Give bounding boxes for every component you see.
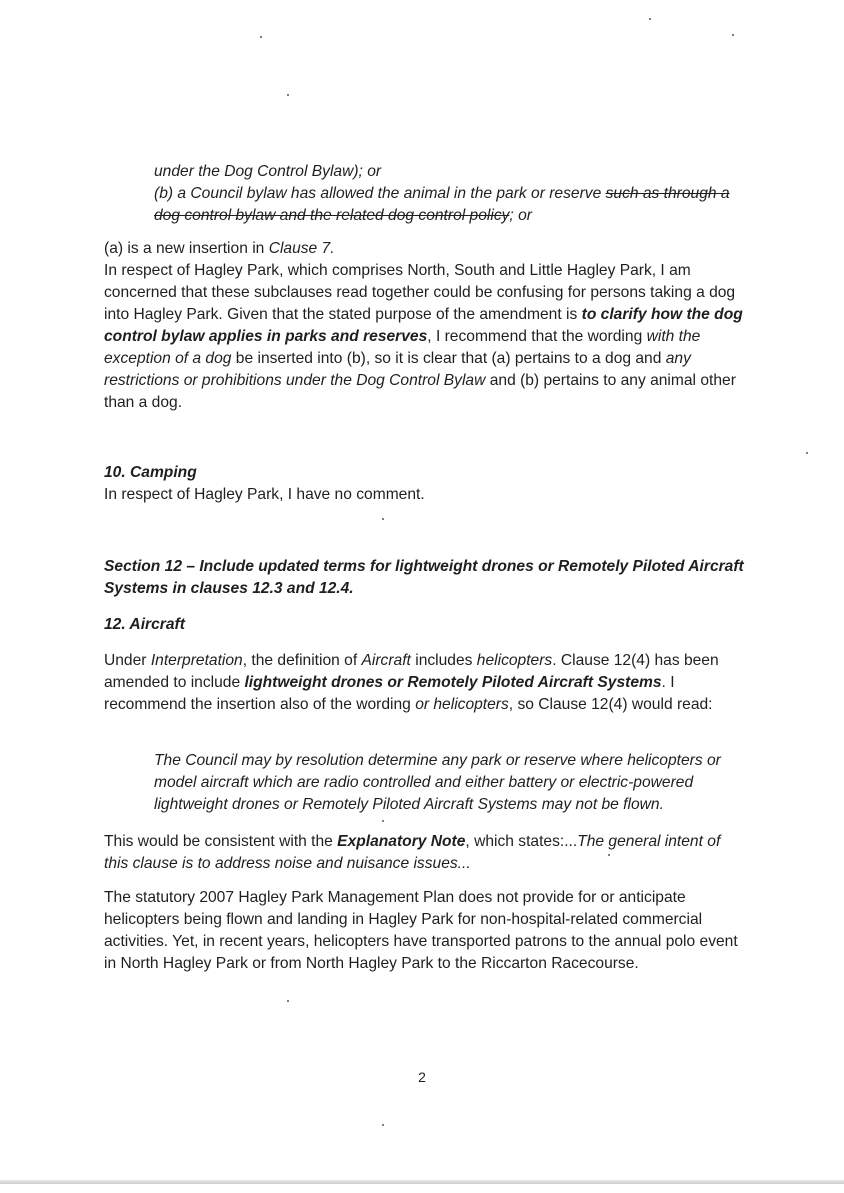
interpretation-ref: Interpretation xyxy=(150,652,243,669)
clause7-text-2: , I recommend that the wording xyxy=(427,328,643,345)
explanatory-note-paragraph xyxy=(104,831,744,875)
scan-speck xyxy=(287,1000,289,1002)
aircraft-text-d: . Clause 12(4) has been amended to include xyxy=(104,652,719,691)
scan-speck xyxy=(382,820,384,822)
aircraft-text-e: . I recommend the insertion also of the wording xyxy=(104,674,675,713)
scan-speck xyxy=(608,854,610,856)
aircraft-text-c: includes xyxy=(415,652,473,669)
scan-speck xyxy=(382,1124,384,1126)
scan-speck xyxy=(260,36,262,38)
explanatory-note-term: Explanatory Note xyxy=(337,833,466,850)
page-number: 2 xyxy=(418,1069,426,1085)
aircraft-text-f: , so Clause 12(4) would read: xyxy=(508,696,713,713)
drones-term: lightweight drones or Remotely Piloted Aircraft Systems xyxy=(244,674,662,691)
explanatory-text-a: This would be consistent with the xyxy=(104,833,333,850)
recommended-wording: with the exception of a dog xyxy=(104,328,701,367)
amendment-purpose: to clarify how the dog control bylaw applies in parks and reserves xyxy=(104,306,743,345)
section12-heading: Section 12 – Include updated terms for lightweight drones or Remotely Piloted Aircraft Systems in clauses 12.3 and 12.4. xyxy=(104,558,744,597)
clause7-text-3: be inserted into (b), so it is clear that (a) pertains to a dog and xyxy=(235,350,662,367)
scan-speck xyxy=(287,94,289,96)
clause7-text-1: In respect of Hagley Park, which comprises North, South and Little Hagley Park, I am concerned that these subclauses read together could be confusing for persons taking a dog into Hagley Park. Given that the stated purpose of the amendment is xyxy=(104,262,736,323)
clause7-intro: (a) is a new insertion in xyxy=(104,240,265,257)
helicopters-term: helicopters xyxy=(476,652,553,669)
quote-continuation xyxy=(154,161,754,227)
aircraft-text-b: , the definition of xyxy=(242,652,358,669)
clause7-ref: Clause 7. xyxy=(268,240,335,257)
scan-bottom-edge xyxy=(0,1180,844,1184)
explanatory-quote: The general intent of this clause is to address noise and nuisance issues... xyxy=(104,833,721,872)
aircraft-term: Aircraft xyxy=(361,652,411,669)
dog-bylaw-ref: any restrictions or prohibitions under the Dog Control Bylaw xyxy=(104,350,691,389)
aircraft-text-a: Under xyxy=(104,652,147,669)
camping-heading: 10. Camping xyxy=(104,464,197,481)
clause7-paragraph xyxy=(104,238,744,414)
scan-speck xyxy=(649,18,651,20)
management-plan-paragraph: The statutory 2007 Hagley Park Management Plan does not provide for or anticipate helicopters being flown and landing in Hagley Park for non-hospital-related commercial activities. Yet, in recent years, helicopters have transported patrons to the annual polo event in North Hagley Park or from North Hagley Park to the Riccarton Racecourse. xyxy=(104,889,738,972)
explanatory-text-b: , which states:... xyxy=(465,833,578,850)
clause-12-4-quote: The Council may by resolution determine any park or reserve where helicopters or model aircraft which are radio controlled and either battery or electric-powered lightweight drones or Remotely Piloted Aircraft Systems may not be flown. xyxy=(154,752,721,813)
quote-line-1: under the Dog Control Bylaw); or xyxy=(154,163,382,180)
scan-speck xyxy=(382,518,384,520)
camping-body: In respect of Hagley Park, I have no comment. xyxy=(104,486,425,503)
quote-line-2-suffix: ; or xyxy=(509,207,532,224)
or-helicopters-term: or helicopters xyxy=(415,696,509,713)
quote-line-2-prefix: (b) a Council bylaw has allowed the animal in the park or reserve xyxy=(154,185,602,202)
scan-speck xyxy=(806,452,808,454)
aircraft-heading: 12. Aircraft xyxy=(104,616,185,633)
scan-speck xyxy=(732,34,734,36)
aircraft-paragraph xyxy=(104,650,744,716)
struck-text: such as through a dog control bylaw and the related dog control policy xyxy=(154,185,730,224)
clause7-text-4: and (b) pertains to any animal other than a dog. xyxy=(104,372,736,411)
